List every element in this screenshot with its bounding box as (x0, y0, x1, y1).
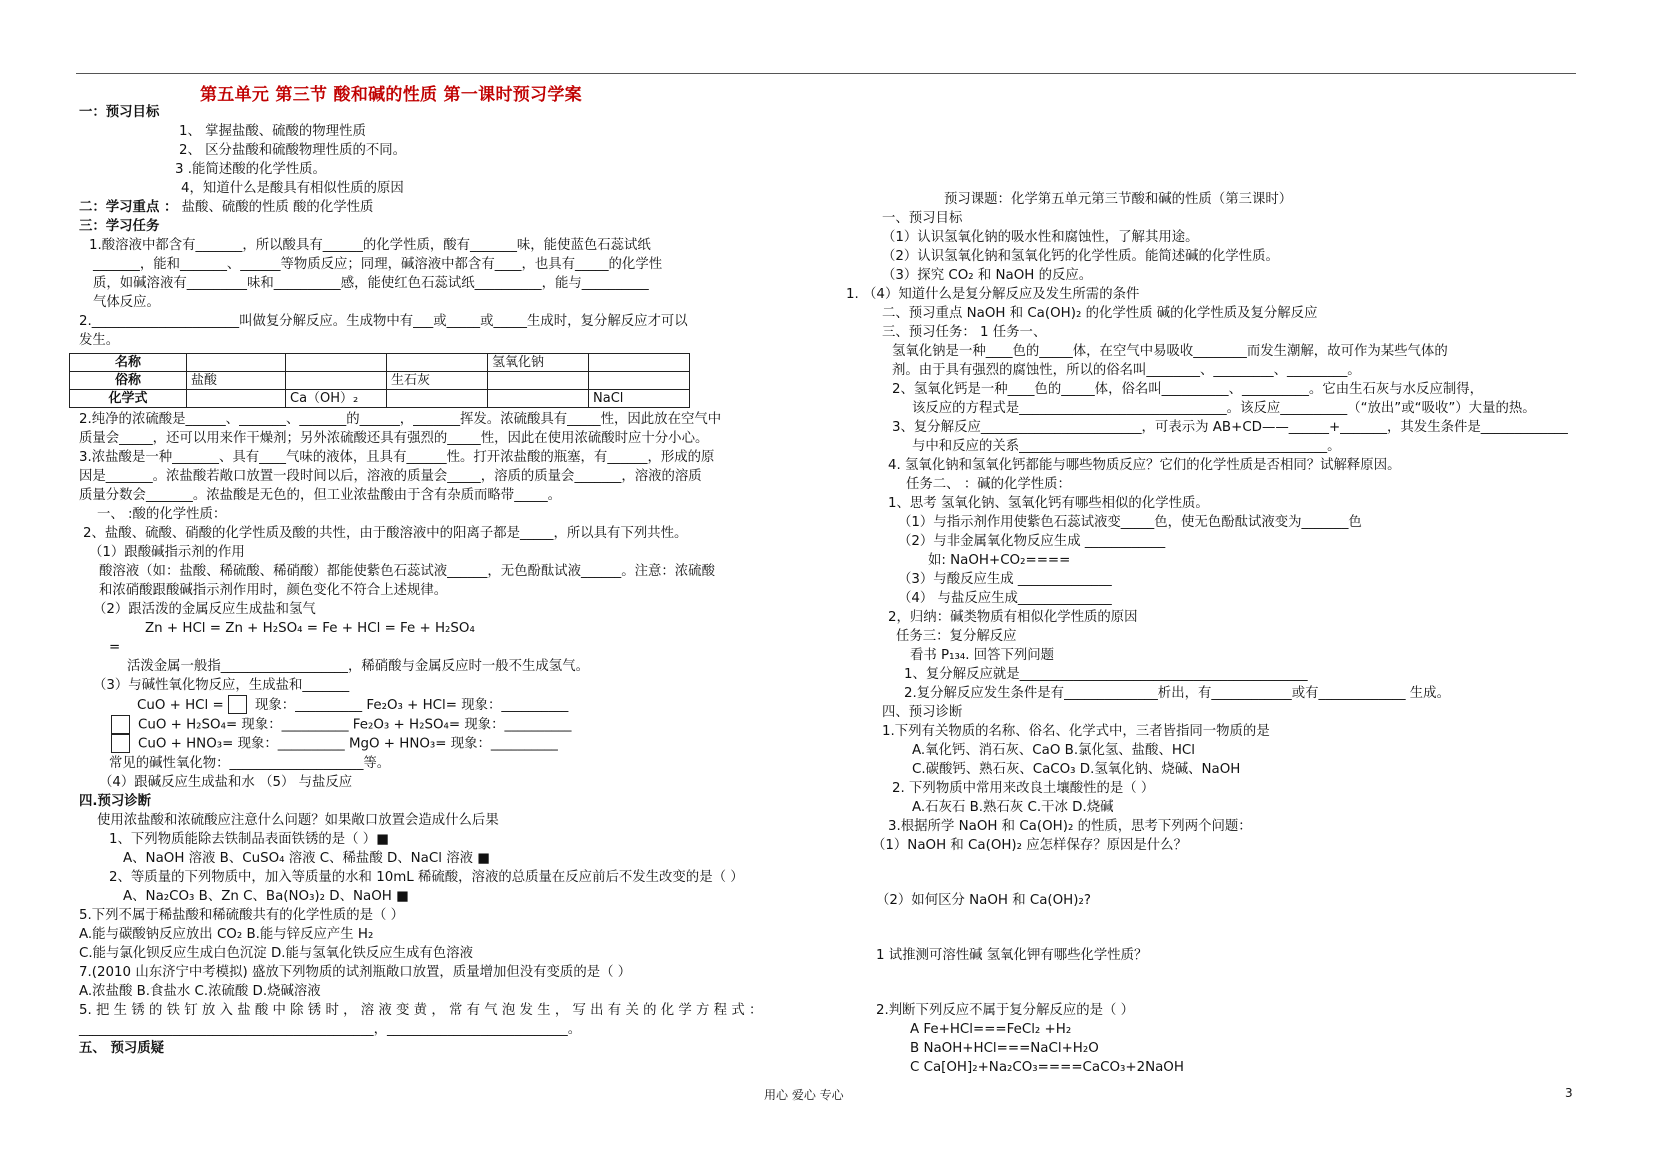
line-text: （1）跟酸碱指示剂的作用 (89, 545, 245, 560)
page-number: 3 (1565, 1086, 1573, 1100)
line-text: 使用浓盐酸和浓硫酸应注意什么问题？如果敞口放置会造成什么后果 (97, 812, 499, 828)
text-line (882, 266, 1652, 285)
line-text: A Fe+HCl===FeCl₂ +H₂ (910, 1022, 1072, 1037)
text-line (79, 524, 779, 543)
line-text: 1、复分解反应就是___________________________________________ (904, 667, 1308, 682)
line-text: 2. 下列物质中常用来改良土壤酸性的是（ ） (892, 781, 1155, 796)
line-text: CuO + HNO₃= 现象：__________ MgO + HNO₃= 现象：__________ (138, 736, 558, 752)
text-line (79, 293, 779, 312)
line-text: 常见的碱性氧化物：____________________等。 (109, 755, 391, 771)
line-text: （3）与酸反应生成 ______________ (898, 572, 1112, 587)
text-line (79, 581, 779, 600)
text-line (79, 754, 779, 773)
table-cell (187, 390, 286, 408)
text-line (882, 760, 1652, 779)
text-line (882, 608, 1652, 627)
text-line (79, 638, 779, 657)
line-text: 1、思考 氢氧化钠、氢氧化钙有哪些相似的化学性质。 (888, 496, 1209, 511)
text-line (882, 532, 1652, 551)
line-text: A、NaOH 溶液 B、CuSO₄ 溶液 C、稀盐酸 D、NaCl 溶液 ■ (123, 850, 490, 866)
line-text: A、Na₂CO₃ B、Zn C、Ba(NO₃)₂ D、NaOH ■ (123, 888, 409, 904)
text-line (882, 247, 1652, 266)
text-line (876, 1001, 1652, 1020)
properties-table (69, 353, 690, 408)
text-line (79, 906, 779, 925)
text-line (79, 505, 779, 524)
line-text: （1）认识氢氧化钠的吸水性和腐蚀性，了解其用途。 (882, 230, 1199, 245)
text-line (882, 684, 1652, 703)
line-text: A.能与碳酸钠反应放出 CO₂ B.能与锌反应产生 H₂ (79, 926, 374, 942)
table-row (70, 372, 690, 390)
line-text: 二、预习重点 NaOH 和 Ca(OH)₂ 的化学性质 碱的化学性质及复分解反应 (882, 306, 1318, 321)
line-text: （2）跟活泼的金属反应生成盐和氢气 (93, 602, 316, 617)
text-line (79, 103, 779, 122)
answer-box-icon (111, 715, 130, 734)
line-text: 活泼金属一般指___________________，稀硝酸与金属反应时一般不生成氢气。 (127, 659, 589, 674)
line-text: A.石灰石 B.熟石灰 C.干冰 D.烧碱 (912, 800, 1114, 815)
text-line (882, 551, 1652, 570)
line-text: A.氧化钙、消石灰、CaO B.氯化氢、盐酸、HCl (912, 743, 1195, 758)
text-line (882, 627, 1652, 646)
text-line (79, 1020, 779, 1039)
line-text (79, 200, 373, 215)
text-line (79, 448, 779, 467)
text-line (79, 715, 779, 735)
text-line (882, 475, 1652, 494)
text-line (79, 429, 779, 448)
text-line (882, 380, 1652, 399)
line-text: 一：预习目标 (79, 105, 160, 120)
line-text: 2.纯净的浓硫酸是______、_______、_______的______，_______挥发。浓硫酸具有_____性，因此放在空气中 (79, 412, 722, 427)
text-line (79, 255, 779, 274)
text-line (79, 486, 779, 505)
table-cell (589, 354, 690, 372)
line-text: 酸溶液（如：盐酸、稀硫酸、稀硝酸）都能使紫色石蕊试液______，无色酚酞试液______。注意：浓硫酸 (99, 564, 715, 579)
line-text: 一、预习目标 (882, 211, 963, 226)
text-line (79, 1039, 779, 1058)
line-text: 1 试推测可溶性碱 氢氧化钾有哪些化学性质？ (876, 948, 1148, 963)
line-text: 2.判断下列反应不属于复分解反应的是（ ） (876, 1003, 1135, 1018)
line-text: 5.下列不属于稀盐酸和稀硫酸共有的化学性质的是（ ） (79, 907, 405, 923)
text-line (882, 228, 1652, 247)
text-line (79, 331, 779, 350)
left-column (79, 103, 779, 1058)
line-text: 2、氢氧化钙是一种____色的_____体，俗名叫__________、__________。它由生石灰与水反应制得， (892, 382, 1484, 397)
text-line (79, 160, 779, 179)
text-line (79, 1001, 779, 1020)
line-text: 气体反应。 (93, 295, 160, 310)
line-text: 因是_______。浓盐酸若敞口放置一段时间以后，溶液的质量会_____，溶质的质量会_______，溶液的溶质 (79, 469, 702, 484)
line-text: 和浓硝酸跟酸碱指示剂作用时，颜色变化不符合上述规律。 (99, 583, 448, 598)
text-line (79, 600, 779, 619)
table-row (70, 354, 690, 372)
right-column (846, 190, 1652, 1077)
text-line (79, 849, 779, 868)
table-cell (387, 390, 488, 408)
line-text: （1）NaOH 和 Ca(OH)₂ 应怎样保存？原因是什么？ (872, 838, 1187, 853)
text-line (79, 695, 779, 715)
line-text: 3.浓盐酸是一种_______、具有____气味的液体，且具有______性。打开浓盐酸的瓶塞，有______，形成的原 (79, 450, 715, 465)
line-text: 预习课题：化学第五单元第三节酸和碱的性质（第三课时） (944, 192, 1293, 207)
text-line (79, 562, 779, 581)
table-cell (286, 354, 387, 372)
line-text: （4）跟碱反应生成盐和水 （5） 与盐反应 (99, 774, 353, 790)
text-line (79, 887, 779, 906)
line-text: （2）与非金属氧化物反应生成 ____________ (898, 534, 1166, 549)
text-line (79, 792, 779, 811)
line-text: 质量会_____，还可以用来作干燥剂；另外浓硫酸还具有强烈的_____性，因此在使用浓硫酸时应十分小心。 (79, 431, 709, 446)
text-line (882, 323, 1652, 342)
line-text: 2，归纳：碱类物质有相似化学性质的原因 (888, 610, 1138, 625)
line-text: 任务二、 ：碱的化学性质： (906, 477, 1071, 492)
table-cell (387, 354, 488, 372)
line-text: 7.(2010 山东济宁中考模拟) 盛放下列物质的试剂瓶敞口放置，质量增加但没有变质的是（ ） (79, 964, 632, 980)
line-text: 三、预习任务： 1 任务一、 (882, 325, 1047, 340)
text-line (882, 513, 1652, 532)
text-line (79, 312, 779, 331)
text-line (79, 676, 779, 695)
line-text: （2）如何区分 NaOH 和 Ca(OH)₂? (876, 893, 1091, 908)
line-text: 剂。由于具有强烈的腐蚀性，所以的俗名叫________、_________、_________。 (892, 363, 1361, 378)
line-text: Zn + HCl = Zn + H₂SO₄ = Fe + HCl = Fe + H₂SO₄ (145, 621, 475, 636)
table-row (70, 390, 690, 408)
text-line (882, 399, 1652, 418)
line-text: （3）探究 CO₂ 和 NaOH 的反应。 (882, 268, 1093, 283)
line-text: 四.预习诊断 (79, 793, 152, 809)
text-line (79, 274, 779, 293)
table-cell: NaCl (589, 390, 690, 408)
text-line (79, 963, 779, 982)
table-cell (187, 354, 286, 372)
section-text: 盐酸、硫酸的性质 酸的化学性质 (177, 200, 374, 215)
text-line (79, 982, 779, 1001)
line-text: （1）与指示剂作用使紫色石蕊试液变_____色，使无色酚酞试液变为_______色 (898, 515, 1362, 530)
text-line (79, 811, 779, 830)
formula-text: 现象：__________ Fe₂O₃ + HCl= 现象：__________ (250, 697, 569, 713)
line-text: CuO + H₂SO₄= 现象：__________ Fe₂O₃ + H₂SO₄= 现象：__________ (138, 717, 572, 732)
text-line (882, 817, 1652, 836)
text-line (79, 944, 779, 963)
line-text: 看书 P₁₃₄. 回答下列问题 (910, 648, 1055, 663)
text-line (882, 1058, 1652, 1077)
text-line (876, 946, 1652, 965)
text-line (882, 722, 1652, 741)
line-text: 4，知道什么是酸具有相似性质的原因 (181, 181, 404, 196)
footer-motto: 用心 爱心 专心 (764, 1088, 844, 1102)
row-header-cell: 俗称 (70, 372, 187, 390)
line-text: （4） 与盐反应生成______________ (898, 591, 1112, 606)
line-text: 与中和反应的关系______________________________________________。 (912, 439, 1341, 454)
left-lines-bottom (79, 410, 779, 1058)
line-text: = (109, 640, 121, 655)
text-line (79, 198, 779, 217)
text-line (79, 122, 779, 141)
line-text: 2、等质量的下列物质中，加入等质量的水和 10mL 稀硫酸，溶液的总质量在反应前后不发生改变的是（ ） (109, 869, 744, 885)
answer-box-icon (111, 734, 130, 753)
text-line (882, 779, 1652, 798)
line-text: 1.酸溶液中都含有_______，所以酸具有______的化学性质，酸有_______味，能使蓝色石蕊试纸 (89, 238, 651, 253)
text-line (79, 217, 779, 236)
text-line (882, 703, 1652, 722)
section-heading: 二：学习重点 ： (79, 200, 178, 215)
text-line (882, 361, 1652, 380)
line-text: 2.复分解反应发生条件是有______________析出，有____________或有_____________ 生成。 (904, 686, 1450, 701)
left-lines-top (79, 103, 779, 350)
line-text (137, 698, 568, 713)
right-lines (846, 190, 1652, 1077)
text-line (79, 179, 779, 198)
text-line (882, 1039, 1652, 1058)
table-cell (488, 390, 589, 408)
line-text: 1. （4）知道什么是复分解反应及发生所需的条件 (846, 287, 1140, 302)
line-text: B NaOH+HCl===NaCl+H₂O (910, 1041, 1099, 1056)
table-cell: 氢氧化钠 (488, 354, 589, 372)
text-line (79, 657, 779, 676)
text-line (882, 646, 1652, 665)
text-line (79, 236, 779, 255)
line-text: 质量分数会_______。浓盐酸是无色的，但工业浓盐酸由于含有杂质而略带_____。 (79, 488, 562, 503)
text-line (846, 285, 1652, 304)
line-text: 1.下列有关物质的名称、俗名、化学式中，三者皆指同一物质的是 (882, 724, 1270, 739)
line-text: 三：学习任务 (79, 219, 160, 234)
header-rule (76, 73, 1576, 74)
text-line (79, 467, 779, 486)
row-header-cell: 化学式 (70, 390, 187, 408)
text-line (79, 543, 779, 562)
line-text: 发生。 (79, 333, 120, 348)
answer-box-icon (228, 695, 247, 714)
text-line (882, 570, 1652, 589)
line-text: _______，能和_______、______等物质反应；同理，碱溶液中都含有____，也具有_____的化学性 (93, 257, 663, 272)
line-text: （3）与碱性氧化物反应，生成盐和_______ (93, 678, 350, 693)
line-text: 五、 预习质疑 (79, 1040, 165, 1056)
line-text: C.碳酸钙、熟石灰、CaCO₃ D.氢氧化钠、烧碱、NaOH (912, 762, 1241, 777)
text-line (882, 798, 1652, 817)
line-text: （2）认识氢氧化钠和氢氧化钙的化学性质。能简述碱的化学性质。 (882, 249, 1279, 264)
text-line (79, 868, 779, 887)
text-line (79, 141, 779, 160)
line-text: ____________________________________________，___________________________。 (79, 1021, 582, 1037)
line-text: 1、 掌握盐酸、硫酸的物理性质 (179, 124, 366, 139)
text-line (79, 619, 779, 638)
line-text: A.浓盐酸 B.食盐水 C.浓硫酸 D.烧碱溶液 (79, 983, 321, 999)
text-line (882, 418, 1652, 437)
line-text: 如: NaOH+CO₂==== (928, 553, 1071, 568)
text-line (882, 741, 1652, 760)
table-cell: 盐酸 (187, 372, 286, 390)
text-line (882, 589, 1652, 608)
formula-text: CuO + HCl = (137, 697, 224, 713)
line-text: 氢氧化钠是一种____色的_____体，在空气中易吸收________而发生潮解，故可作为某些气体的 (892, 344, 1448, 359)
line-text: 3、复分解反应________________________，可表示为 AB+CD——______+_______，其发生条件是_____________ (892, 420, 1568, 435)
text-line (79, 734, 779, 754)
line-text: 质，如碱溶液有_________味和__________感，能使红色石蕊试纸__________，能与__________ (93, 276, 649, 291)
line-text: C.能与氯化钡反应生成白色沉淀 D.能与氢氧化铁反应生成有色溶液 (79, 945, 473, 961)
line-text: 5. 把 生 锈 的 铁 钉 放 入 盐 酸 中 除 锈 时 ， 溶 液 变 黄 ， 常 有 气 泡 发 生 ， 写 出 有 关 的 化 学 方 程 式 ： (79, 1002, 763, 1018)
text-line (79, 925, 779, 944)
line-text: 2、 区分盐酸和硫酸物理性质的不同。 (179, 143, 407, 158)
line-text: 2.______________________叫做复分解反应。生成物中有___或_____或_____生成时，复分解反应才可以 (79, 314, 688, 329)
text-line (79, 830, 779, 849)
text-line (882, 456, 1652, 475)
table-cell (589, 372, 690, 390)
line-text: 该反应的方程式是_______________________________。该反应__________（“放出”或“吸收”）大量的热。 (912, 401, 1536, 416)
line-text: 3 .能简述酸的化学性质。 (175, 162, 326, 177)
text-line (872, 836, 1652, 855)
table-cell: Ca（OH）₂ (286, 390, 387, 408)
text-line (882, 665, 1652, 684)
line-text: 2、盐酸、硫酸、硝酸的化学性质及酸的共性，由于酸溶液中的阳离子都是_____，所以具有下列共性。 (83, 526, 688, 541)
text-line (882, 1020, 1652, 1039)
line-text: 四、预习诊断 (882, 705, 963, 720)
page-title: 第五单元 第三节 酸和碱的性质 第一课时预习学案 (200, 85, 582, 105)
text-line (882, 304, 1652, 323)
line-text: 一、 :酸的化学性质： (97, 507, 227, 522)
line-text: 3.根据所学 NaOH 和 Ca(OH)₂ 的性质，思考下列两个问题： (888, 819, 1252, 834)
text-line (876, 891, 1652, 910)
text-line (882, 342, 1652, 361)
text-line (882, 209, 1652, 228)
line-text: 4. 氢氧化钠和氢氧化钙都能与哪些物质反应？它们的化学性质是否相同？试解释原因。 (888, 458, 1401, 473)
text-line (882, 190, 1652, 209)
text-line (882, 437, 1652, 456)
text-line (882, 494, 1652, 513)
text-line (79, 410, 779, 429)
row-header-cell: 名称 (70, 354, 187, 372)
table-cell (286, 372, 387, 390)
line-text: 任务三：复分解反应 (896, 629, 1017, 644)
text-line (79, 773, 779, 792)
table-cell (488, 372, 589, 390)
line-text: C Ca[OH]₂+Na₂CO₃====CaCO₃+2NaOH (910, 1060, 1184, 1075)
table-cell: 生石灰 (387, 372, 488, 390)
line-text: 1、下列物质能除去铁制品表面铁锈的是（ ）■ (109, 831, 389, 847)
